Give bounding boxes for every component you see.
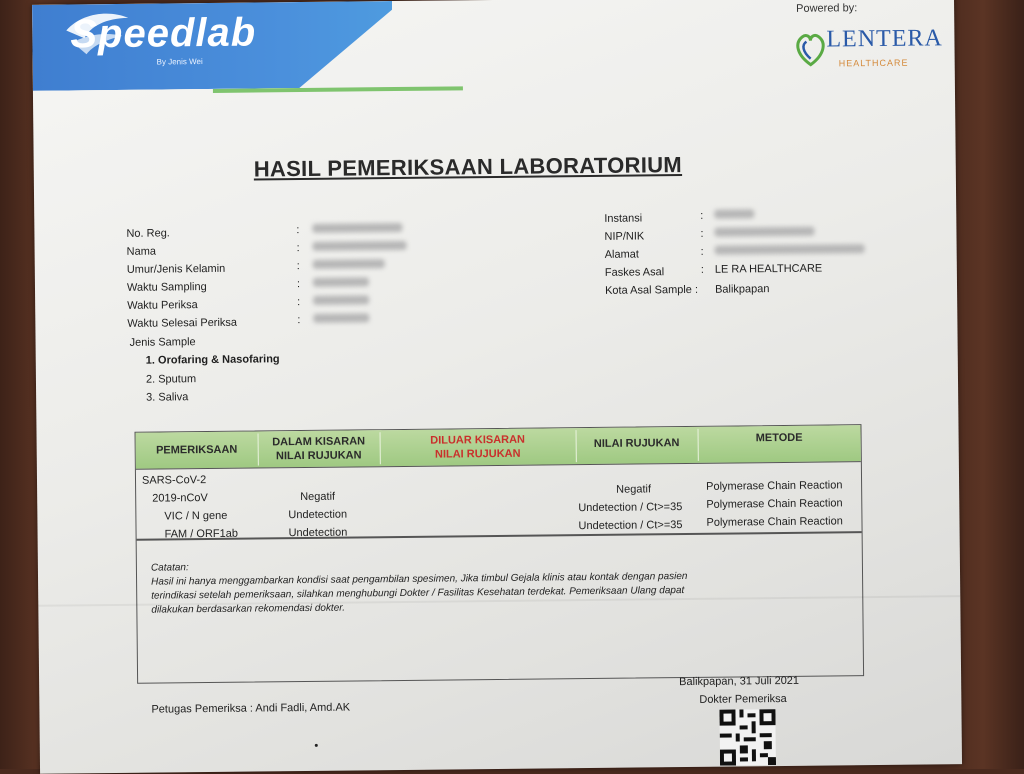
redacted-waktu-selesai <box>313 313 369 323</box>
row-fam-orf1ab-reference: Undetection / Ct>=35 <box>578 519 683 533</box>
colon: : <box>297 314 301 327</box>
sample-item-sputum: 2. Sputum <box>145 373 197 386</box>
speedlab-logo: Speedlab <box>70 10 257 57</box>
label-instansi: Instansi <box>604 212 643 225</box>
results-table-header <box>136 425 861 470</box>
label-waktu-periksa: Waktu Periksa <box>127 299 198 312</box>
faskes-asal-value: LE RA HEALTHCARE <box>714 262 823 276</box>
redacted-instansi <box>714 209 754 218</box>
colon: : <box>297 296 301 309</box>
row-2019-ncov-name: 2019-nCoV <box>152 492 208 505</box>
note-label: Catatan: <box>150 562 189 574</box>
note-line-3: dilakukan berdasarkan rekomendasi dokter. <box>151 602 346 616</box>
table-divider <box>137 531 862 540</box>
results-table <box>135 424 865 684</box>
doctor-label: Dokter Pemeriksa <box>699 692 787 706</box>
kota-asal-sample-value: Balikpapan <box>714 283 770 296</box>
label-faskes-asal: Faskes Asal <box>604 266 665 279</box>
header-dalam-nilai-rujukan: NILAI RUJUKAN <box>275 449 362 463</box>
lentera-logo-subtitle: HEALTHCARE <box>838 57 909 69</box>
note-line-1: Hasil ini hanya menggambarkan kondisi saat pengambilan spesimen, Jika timbul Gejala klinis atau kontak dengan pasien <box>151 570 688 588</box>
header-diluar-kisaran: DILUAR KISARAN <box>430 433 526 447</box>
lentera-heart-icon <box>792 24 828 70</box>
colon: : <box>296 242 300 255</box>
row-2019-ncov-reference: Negatif <box>616 483 652 496</box>
label-alamat: Alamat <box>604 248 639 261</box>
label-no-reg: No. Reg. <box>126 227 170 240</box>
label-umur-jenis-kelamin: Umur/Jenis Kelamin <box>126 262 226 276</box>
colon: : <box>296 260 300 273</box>
header-diluar-nilai-rujukan: NILAI RUJUKAN <box>434 447 521 461</box>
label-nip-nik: NIP/NIK <box>604 230 645 243</box>
label-nama: Nama <box>126 245 157 258</box>
row-fam-orf1ab-value: Undetection <box>288 526 348 540</box>
qr-code-icon <box>719 709 776 766</box>
row-vic-n-gene-value: Undetection <box>288 508 348 522</box>
ink-dot <box>315 744 318 747</box>
colon: : <box>700 209 704 222</box>
row-vic-n-gene-reference: Undetection / Ct>=35 <box>578 501 683 515</box>
redacted-no-reg <box>312 223 402 233</box>
row-2019-ncov-value: Negatif <box>300 490 336 504</box>
header-pemeriksaan: PEMERIKSAAN <box>155 443 238 457</box>
officer-label: Petugas Pemeriksa : Andi Fadli, Amd.AK <box>151 701 351 716</box>
colon: : <box>700 227 704 240</box>
redacted-waktu-sampling <box>313 277 369 287</box>
row-vic-n-gene-name: VIC / N gene <box>164 509 228 523</box>
header-nilai-rujukan: NILAI RUJUKAN <box>593 437 680 450</box>
row-vic-n-gene-method: Polymerase Chain Reaction <box>706 497 843 511</box>
redacted-nip-nik <box>714 227 814 237</box>
document-title: HASIL PEMERIKSAAN LABORATORIUM <box>253 152 683 182</box>
row-group-sars-cov-2: SARS-CoV-2 <box>141 474 207 487</box>
label-kota-asal-sample: Kota Asal Sample : <box>604 283 699 297</box>
place-date: Balikpapan, 31 Juli 2021 <box>679 674 800 689</box>
colon: : <box>700 245 704 258</box>
speedlab-logo-subtitle: By Jenis Wei <box>156 57 203 67</box>
colon: : <box>700 263 704 276</box>
header-metode: METODE <box>755 431 803 445</box>
row-2019-ncov-method: Polymerase Chain Reaction <box>706 479 843 493</box>
label-waktu-selesai-periksa: Waktu Selesai Periksa <box>127 316 238 330</box>
colon: : <box>296 278 301 291</box>
row-fam-orf1ab-name: FAM / ORF1ab <box>164 527 238 541</box>
sample-item-orofaring: 1. Orofaring & Nasofaring <box>145 353 280 367</box>
redacted-waktu-periksa <box>313 295 369 305</box>
row-fam-orf1ab-method: Polymerase Chain Reaction <box>706 515 843 529</box>
colon: : <box>296 224 300 237</box>
sample-item-saliva: 3. Saliva <box>146 391 189 404</box>
lentera-logo: LENTERA <box>826 25 943 53</box>
note-line-2: terindikasi setelah pemeriksaan, silahkan menghubungi Dokter / Fasilitas Kesehatan terdekat. Pemeriksaan Ulang dapat <box>151 585 685 602</box>
label-waktu-sampling: Waktu Sampling <box>126 281 207 294</box>
redacted-nama <box>313 241 407 251</box>
lab-result-document <box>32 0 962 774</box>
redacted-alamat <box>715 244 865 255</box>
label-jenis-sample: Jenis Sample <box>129 336 196 349</box>
redacted-umur <box>313 259 385 269</box>
header-dalam-kisaran: DALAM KISARAN <box>272 435 366 449</box>
powered-by-label: Powered by: <box>796 2 858 15</box>
